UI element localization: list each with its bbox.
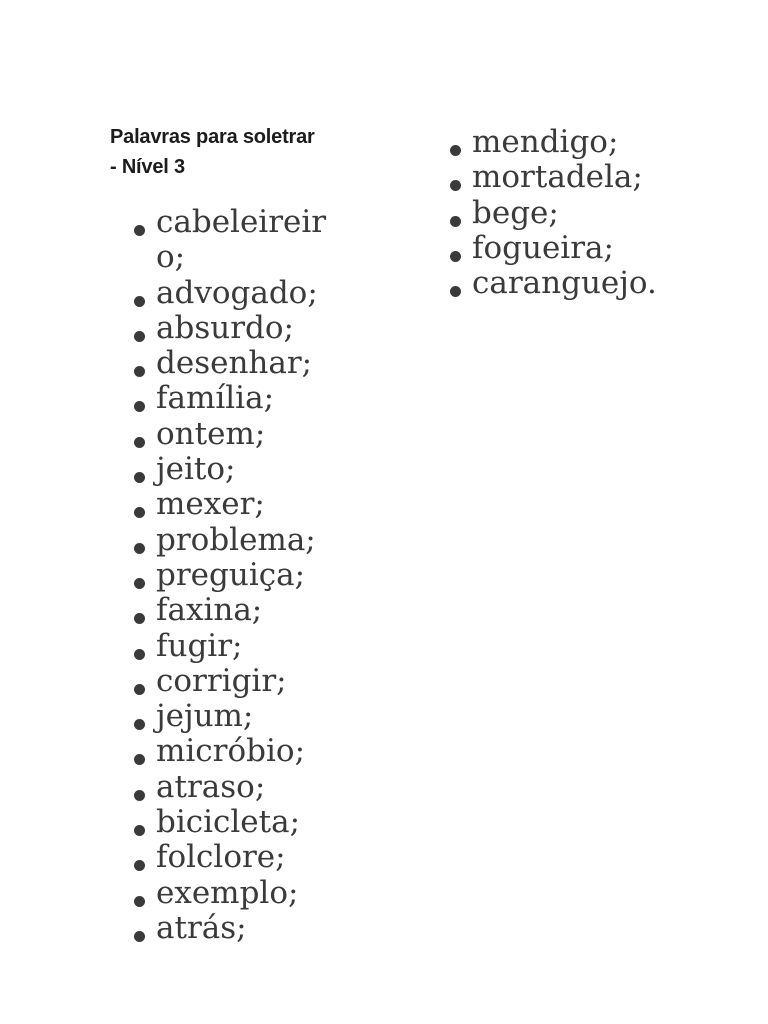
bullet-icon [450, 180, 461, 191]
word-text: desenhar; [156, 345, 313, 382]
list-item [156, 381, 341, 416]
bullet-icon [134, 437, 145, 448]
word-text: mendigo; [472, 124, 619, 160]
list-item [156, 593, 341, 628]
word-text: caranguejo. [472, 265, 657, 302]
list-item [156, 770, 341, 805]
bullet-icon [134, 472, 145, 483]
word-text: ontem; [156, 415, 266, 452]
word-text: advogado; [156, 274, 318, 311]
bullet-icon [450, 145, 461, 156]
bullet-icon [134, 578, 145, 589]
list-item [472, 125, 662, 160]
list-item [156, 558, 341, 593]
word-text: atrás; [156, 909, 247, 946]
word-text: corrigir; [156, 662, 287, 699]
bullet-icon [134, 366, 145, 377]
bullet-icon [134, 543, 145, 554]
list-item [472, 231, 662, 266]
bullet-icon [134, 790, 145, 801]
word-text: fugir; [156, 627, 243, 664]
bullet-icon [134, 754, 145, 765]
list-item [156, 876, 341, 911]
list-item [156, 805, 341, 840]
word-text: jeito; [156, 451, 236, 488]
bullet-icon [134, 719, 145, 730]
list-item [156, 311, 341, 346]
bullet-icon [134, 684, 145, 695]
title-line-2: - Nível 3 [110, 156, 185, 178]
word-text: cabeleireiro; [156, 204, 327, 276]
word-text: bicicleta; [156, 804, 301, 841]
bullet-icon [450, 251, 461, 262]
word-text: preguiça; [156, 556, 306, 593]
page-title [110, 122, 350, 182]
list-item [156, 734, 341, 769]
list-item [472, 160, 662, 195]
list-item [156, 346, 341, 381]
bullet-icon [134, 825, 145, 836]
word-text: mexer; [156, 486, 265, 523]
word-list-right [472, 125, 662, 301]
bullet-icon [450, 216, 461, 227]
bullet-icon [134, 296, 145, 307]
bullet-icon [134, 649, 145, 660]
word-text: mortadela; [472, 159, 643, 196]
bullet-icon [134, 860, 145, 871]
word-text: exemplo; [156, 874, 299, 911]
list-item [156, 523, 341, 558]
bullet-icon [134, 613, 145, 624]
word-text: micróbio; [156, 733, 306, 770]
bullet-icon [450, 286, 461, 297]
word-text: jejum; [156, 698, 254, 735]
word-text: faxina; [156, 592, 263, 629]
word-text: folclore; [156, 839, 286, 876]
word-list-left [156, 205, 341, 946]
list-item [472, 196, 662, 231]
list-item [156, 276, 341, 311]
bullet-icon [134, 331, 145, 342]
title-line-1: Palavras para soletrar [110, 126, 315, 148]
word-text: atraso; [156, 768, 266, 805]
list-item [472, 266, 662, 301]
word-text: problema; [156, 521, 316, 558]
list-item [156, 840, 341, 875]
bullet-icon [134, 401, 145, 412]
list-item [156, 205, 341, 276]
bullet-icon [134, 507, 145, 518]
word-text: fogueira; [472, 229, 614, 266]
bullet-icon [134, 931, 145, 942]
bullet-icon [134, 225, 145, 236]
list-item [156, 664, 341, 699]
list-item [156, 911, 341, 946]
list-item [156, 699, 341, 734]
list-item [156, 417, 341, 452]
list-item [156, 452, 341, 487]
list-item [156, 487, 341, 522]
word-text: família; [156, 380, 275, 417]
bullet-icon [134, 896, 145, 907]
word-text: absurdo; [156, 309, 294, 346]
word-text: bege; [472, 194, 559, 231]
list-item [156, 629, 341, 664]
